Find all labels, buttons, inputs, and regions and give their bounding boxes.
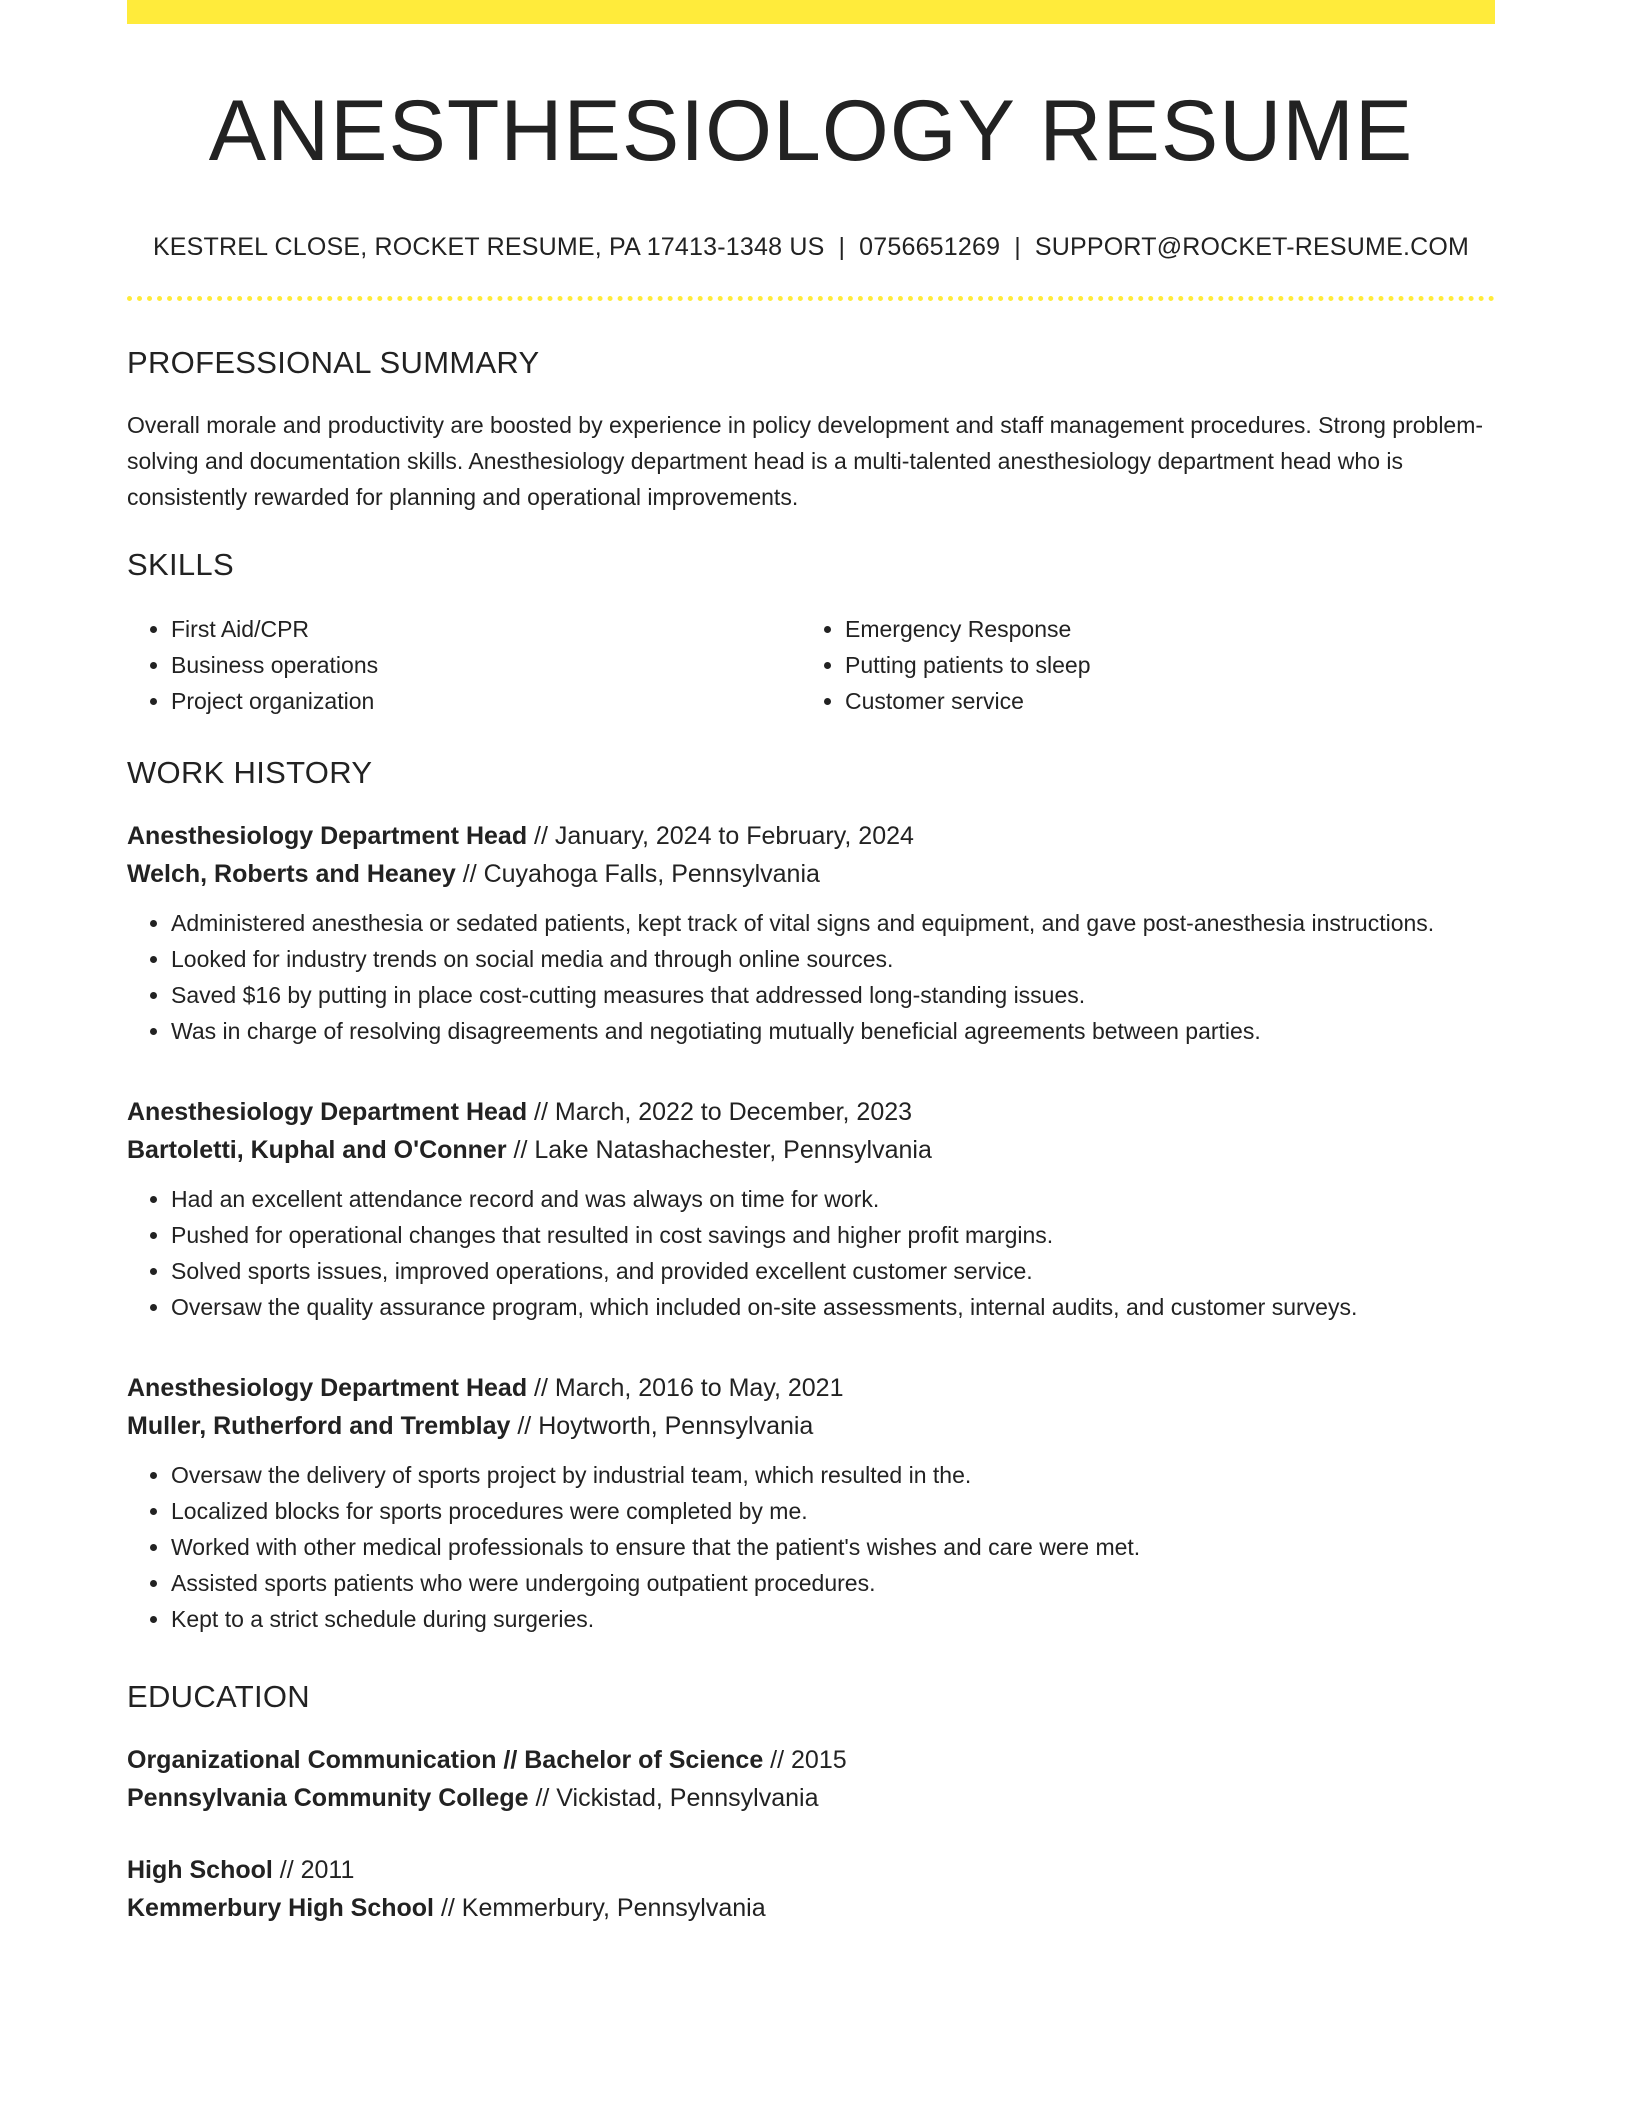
job-company-line	[127, 855, 1495, 893]
education-entry	[127, 1741, 1495, 1817]
job-location: Hoytworth, Pennsylvania	[538, 1411, 814, 1440]
duty-item: • Had an excellent attendance record and was always on time for work.	[171, 1181, 1495, 1217]
job-title-line	[127, 817, 1495, 855]
job-entry	[127, 817, 1495, 1049]
skills-list	[127, 611, 1495, 719]
contact-line	[127, 233, 1495, 262]
job-company: Welch, Roberts and Heaney	[127, 859, 456, 888]
job-location: Cuyahoga Falls, Pennsylvania	[483, 859, 820, 888]
duty-item: • Solved sports issues, improved operations, and provided excellent customer service.	[171, 1253, 1495, 1289]
graduation-year: 2015	[791, 1745, 847, 1774]
school-line	[127, 1779, 1495, 1817]
job-company-line	[127, 1131, 1495, 1169]
school-name: Pennsylvania Community College	[127, 1783, 529, 1812]
duty-item: • Oversaw the quality assurance program, which included on-site assessments, internal audits, and customer surveys.	[171, 1289, 1495, 1325]
job-dates: March, 2022 to December, 2023	[554, 1097, 913, 1126]
job-title-line	[127, 1369, 1495, 1407]
field-separator: //	[527, 821, 555, 850]
job-duties	[127, 1181, 1495, 1325]
skill-item: • Business operations	[171, 647, 801, 683]
degree: High School	[127, 1855, 273, 1884]
job-company: Bartoletti, Kuphal and O'Conner	[127, 1135, 507, 1164]
accent-bar	[127, 0, 1495, 24]
resume-page	[127, 0, 1495, 1927]
duty-item: • Administered anesthesia or sedated patients, kept track of vital signs and equipment, and gave post-anesthesia instructions.	[171, 905, 1495, 941]
skills-heading: SKILLS	[127, 546, 234, 582]
duty-item: • Looked for industry trends on social media and through online sources.	[171, 941, 1495, 977]
school-line	[127, 1889, 1495, 1927]
job-company: Muller, Rutherford and Tremblay	[127, 1411, 511, 1440]
job-role: Anesthesiology Department Head	[127, 821, 528, 850]
field-separator: //	[272, 1855, 301, 1884]
resume-title: ANESTHESIOLOGY RESUME	[208, 83, 1414, 179]
degree: Organizational Communication // Bachelor of Science	[127, 1745, 764, 1774]
education-entry	[127, 1851, 1495, 1927]
education-heading: EDUCATION	[127, 1678, 310, 1714]
duty-item: • Oversaw the delivery of sports project by industrial team, which resulted in the.	[171, 1457, 1495, 1493]
skill-item: • Emergency Response	[845, 611, 1475, 647]
duty-item: • Saved $16 by putting in place cost-cutting measures that addressed long-standing issues.	[171, 977, 1495, 1013]
field-separator: //	[455, 859, 484, 888]
field-separator: //	[510, 1411, 539, 1440]
duty-item: • Pushed for operational changes that resulted in cost savings and higher profit margins.	[171, 1217, 1495, 1253]
job-role: Anesthesiology Department Head	[127, 1373, 528, 1402]
school-location: Vickistad, Pennsylvania	[556, 1783, 819, 1812]
job-entry	[127, 1093, 1495, 1325]
skill-item: • First Aid/CPR	[171, 611, 801, 647]
field-separator: //	[434, 1893, 462, 1922]
skill-item: • Customer service	[845, 683, 1475, 719]
skills-column-left	[127, 611, 801, 719]
school-location: Kemmerbury, Pennsylvania	[461, 1893, 766, 1922]
degree-line	[127, 1851, 1495, 1889]
job-duties	[127, 905, 1495, 1049]
job-company-line	[127, 1407, 1495, 1445]
skills-column-right	[801, 611, 1475, 719]
skill-item: • Project organization	[171, 683, 801, 719]
field-separator: //	[763, 1745, 792, 1774]
summary-heading: PROFESSIONAL SUMMARY	[127, 344, 540, 380]
field-separator: //	[528, 1783, 557, 1812]
dotted-divider	[127, 296, 1495, 301]
work-history-heading: WORK HISTORY	[127, 754, 373, 790]
job-dates: January, 2024 to February, 2024	[554, 821, 914, 850]
field-separator: //	[506, 1135, 535, 1164]
summary-text: Overall morale and productivity are boosted by experience in policy development and staff management procedures. Strong problem-solving and documentation skills. Anesthesiology department head is a multi-talented anesthesiology department head who is consistently rewarded for planning and operational improvements.	[127, 411, 1484, 510]
contact-separator: |	[838, 232, 846, 261]
field-separator: //	[527, 1097, 555, 1126]
duty-item: • Localized blocks for sports procedures were completed by me.	[171, 1493, 1495, 1529]
skill-item: • Putting patients to sleep	[845, 647, 1475, 683]
field-separator: //	[527, 1373, 555, 1402]
job-dates: March, 2016 to May, 2021	[554, 1373, 844, 1402]
duty-item: • Was in charge of resolving disagreements and negotiating mutually beneficial agreements between parties.	[171, 1013, 1495, 1049]
duty-item: • Worked with other medical professionals to ensure that the patient's wishes and care were met.	[171, 1529, 1495, 1565]
contact-separator: |	[1014, 232, 1021, 261]
job-role: Anesthesiology Department Head	[127, 1097, 528, 1126]
job-entry	[127, 1369, 1495, 1637]
job-location: Lake Natashachester, Pennsylvania	[534, 1135, 932, 1164]
duty-item: • Assisted sports patients who were undergoing outpatient procedures.	[171, 1565, 1495, 1601]
job-title-line	[127, 1093, 1495, 1131]
degree-line	[127, 1741, 1495, 1779]
duty-item: • Kept to a strict schedule during surgeries.	[171, 1601, 1495, 1637]
contact-address: KESTREL CLOSE, ROCKET RESUME, PA 17413-1348 US	[152, 232, 825, 261]
contact-phone: 0756651269	[859, 232, 1001, 261]
graduation-year: 2011	[300, 1855, 355, 1884]
contact-email[interactable]: SUPPORT@ROCKET-RESUME.COM	[1034, 232, 1470, 261]
job-duties	[127, 1457, 1495, 1637]
school-name: Kemmerbury High School	[127, 1893, 434, 1922]
